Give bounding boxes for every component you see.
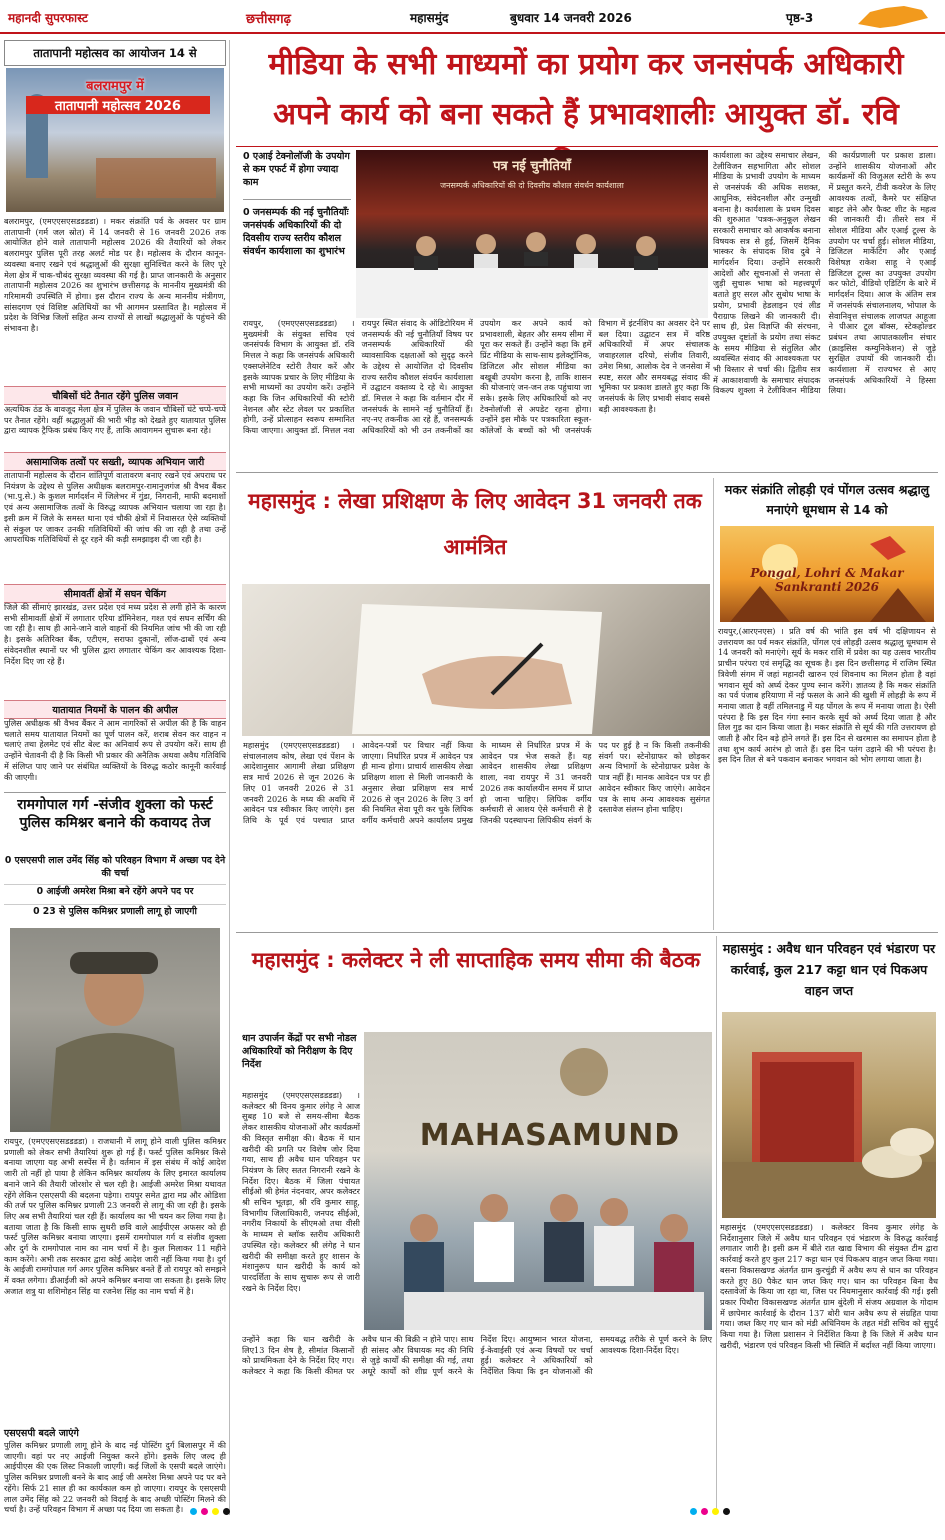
asamajik-body: तातापानी महोत्सव के दौरान शांतिपूर्ण वातावरण बनाए रखने एवं अपराध पर नियंत्रण के उद्देश्य से पुलिस अधीक्षक बलरामपुर-रामानुजगंज श्री वैभव बैंकर (भा.पु.से.) के कुशल मार्गदर्शन में जिलेभर में गुंडा, निगरानी, माफी बदमाशों एवं अन्य असामाजिक तत्वों के विरुद्ध व्यापक अभियान चलाया जा रहा है। इसी क्रम में जिले के समस्त थाना एवं चौकी क्षेत्रों में निवासरत ऐसे व्यक्तियों से संकुल पर जाकर उनकी गतिविधियों की जांच की जा रही है तथा उन्हें आपराधिक गतिविधियों से दूर रहने की कड़ी समझाइश दी जा रही है। xyxy=(4,470,226,545)
main-pointer-2: 0 जनसम्पर्क की नई चुनौतियाँः जनसंपर्क अधिकारियों की दो दिवसीय राज्य स्तरीय कौशल संवर्धन कार्यशाला का शुभारंभ xyxy=(243,199,351,258)
workshop-banner-sub: जनसम्पर्क अधिकारियों की दो दिवसीय कौशल संवर्धन कार्यशाला xyxy=(440,181,624,190)
main-pointers xyxy=(243,150,351,310)
workshop-main-body: रायपुर, (एमएएसएसडडडडा) । मुख्यमंत्री के संयुक्त सचिव एवं जनसंपर्क विभाग के आयुक्त डॉ. रवि मित्तल ने कहा कि जनसंपर्क अधिकारी एक्सप्लेनेटिव स्टोरी तैयार करें और इसके व्यापक प्रचार के लिए मीडिया के सभी माध्यमों का उपयोग करें। उन्होंने कहा कि जिन अधिकारियों की स्टोरी नेशनल और स्टेट लेवल पर प्रकाशित होगी, उन्हें प्रोत्साहन स्वरूप सम्मानित किया जाएगा। आयुक्त डॉ. मित्तल नवा रायपुर स्थित संवाद के ऑडिटोरियम में जनसम्पर्क की नई चुनौतियाँ विषय पर जनसम्पर्क अधिकारियों की व्यावसायिक दक्षताओं को सुदृढ़ करने के उद्देश्य से आयोजित दो दिवसीय राज्य स्तरीय कौशल संवर्धन कार्यशाला में उद्घाटन वक्तव्य दे रहे थे। आयुक्त डॉ. मित्तल ने कहा कि वर्तमान दौर में जनसंपर्क के सामने नई चुनौतियाँ हैं। नए-नए तकनीक आ रहे हैं, जनसम्पर्क अधिकारियों को भी उन तकनीकों का उपयोग कर अपने कार्य को प्रभावशाली, बेहतर और समय सीमा में पूरा कर सकते हैं। उन्होंने कहा कि हमें प्रिंट मीडिया के साथ-साथ इलेक्ट्रॉनिक, डिजिटल और सोशल मीडिया का बखूबी उपयोग करना है, ताकि शासन की योजनाएं जन-जन तक पहुंचाया जा सके। इसके लिए अधिकारियों को नए टेक्नोलॉजी से अपडेट रहना होगा। उन्होंने इस मौके पर पत्रकारिता स्कूल-कॉलेजों के बच्चों को भी जनसंपर्क विभाग में इंटर्नशिप का अवसर देने पर बल दिया। उद्घाटन सत्र में वरिष्ठ अधिकारियों में अपर संचालक जवाहरलाल दरियो, संजीव तिवारी, उमेश मिश्रा, आलोक देव ने जनसेवा में स्पष्ट, सरल और समयबद्ध संवाद की भूमिका पर प्रकाश डालते हुए कहा कि जनसंपर्क के लिए प्रभावी संवाद सबसे बड़ी आवश्यकता है। xyxy=(243,318,710,436)
page-number: पृष्ठ-3 xyxy=(786,11,814,25)
workshop-banner: पत्र नई चुनौतियाँ xyxy=(493,159,571,174)
ssp-body: पुलिस कमिश्नर प्रणाली लागू होने के बाद नई पोस्टिंग दुर्ग बिलासपुर में की जाएगी। वहां पर नए आईजी नियुक्त करने होंगे। इसके लिए जल्द ही आईपीएस की एक लिस्ट निकाली जाएगी। कई जिलों के एसपी बदले जाएंगे। पुलिस कमिश्नर प्रणाली बनने के बाद आई जी अमरेश मिश्रा अपने पद पर बने रहेंगे। सिर्फ 21 साल ही का कार्यकाल कम हो जाएगा। रायपुर के एसएसपी लाल उमेंद सिंह को 22 जनवरी को विदाई के बाद अच्छी पोस्टिंग मिलने की चर्चा है। उन्हें परिवहन विभाग में अच्छा पद दिया जा सकता है। xyxy=(4,1440,226,1515)
collector-body-1: महासमुंद (एमएएसएसडडडडा) । कलेक्टर श्री विनय कुमार लंगेह ने आज सुबह 10 बजे से समय-सीमा बैठक लेकर शासकीय योजनाओं और कार्यक्रमों की विस्तृत समीक्षा की। बैठक में धान खरीदी की प्रगति पर विशेष जोर दिया गया, साथ ही अवैध धान परिवहन पर नियंत्रण के लिए सतत निगरानी रखने के निर्देश दिए। बैठक में जिला पंचायत सीईओ श्री हेमंत नंदनवार, अपर कलेक्टर श्री सचिन भूतड़ा, श्री रवि कुमार साहू, विभागीय जिलाधिकारी, जनपद सीईओ, नगरीय निकायों के सीएमओ तथा वीसी के माध्यम से ब्लॉक स्तरीय अधिकारी उपस्थित रहे। कलेक्टर श्री लंगेह ने धान खरीदी की समीक्षा करते हुए शासन के मंशानुरूप धान खरीदी के कार्य को पारदर्शिता के साथ सुचारू रूप से जारी रखने के निर्देश दिए। xyxy=(242,1090,360,1293)
asamajik-title: असामाजिक तत्वों पर सख्ती, व्यापक अभियान जारी xyxy=(4,452,226,471)
tatapani-photo xyxy=(6,68,224,212)
ssp-title: एसएसपी बदले जाएंगे xyxy=(4,1424,226,1441)
print-marks-right xyxy=(690,1508,750,1516)
tatapani-body: बलरामपुर, (एमएएसएसडडडडा) । मकर संक्रांति पर्व के अवसर पर ग्राम तातापानी (गर्म जल स्रोत) में 14 जनवरी से 16 जनवरी 2026 तक आयोजित होने वाले तातापानी महोत्सव 2026 की तैयारियों को लेकर बलरामपुर पुलिस पूरी तरह अलर्ट मोड पर है। महोत्सव के दौरान कानून-व्यवस्था बनाए रखने एवं श्रद्धालुओं की सुरक्षा सुनिश्चित करने के लिए पूरे मेला क्षेत्र में चाक-चौबंद सुरक्षा व्यवस्था की गई है। प्राप्त जानकारी के अनुसार तातापानी महोत्सव 2026 का शुभारंभ छत्तीसगढ़ के माननीय मुख्यमंत्री की गरिमामयी उपस्थिति में होगा। इस दौरान राज्य के अन्य माननीय मंत्रीगण, सांसदगण एवं विशिष्ट अतिथियों का भी आगमन प्रस्तावित है। महोत्सव में प्रदेश के विभिन्न जिलों सहित अन्य राज्यों से लाखों श्रद्धालुओं के पहुंचने की संभावना है। xyxy=(4,216,226,334)
workshop-photo xyxy=(356,150,708,318)
festival-photo xyxy=(720,526,934,622)
tatapani-title: तातापानी महोत्सव का आयोजन 14 से xyxy=(4,40,226,66)
collector-body-2: उन्होंने कहा कि धान खरीदी के लिए13 दिन शेष है, सीमांत किसानों को प्राथमिकता देने के निर्देश दिए गए। कलेक्टर ने कहा कि किसी कीमत पर अवैध धान की बिक्री न होने पाए। साथ ही सांसद और विधायक मद की निधि से जुड़े कार्यों की समीक्षा की गई, तथा अधूरे कार्यों को शीघ्र पूर्ण करने के निर्देश दिए। आयुष्मान भारत योजना, ई-केवाईसी एवं अन्य विषयों पर चर्चा हुई। कलेक्टर ने अधिकारियों को निर्देशित किया कि इन योजनाओं की समयबद्ध तरीके से पूर्ण करने के लिए आवश्यक दिशा-निर्देश दिए। xyxy=(242,1334,712,1377)
makar-headline: मकर संक्रांति लोहड़ी एवं पोंगल उत्सव श्रद्धालु मनाएंगे धूमधाम से 14 को xyxy=(724,482,930,517)
state-name: छत्तीसगढ़ xyxy=(246,12,291,27)
collector-headline: महासमुंद : कलेक्टर ने ली साप्ताहिक समय सीमा की बैठक xyxy=(251,948,701,972)
state-map-icon xyxy=(852,2,932,32)
festival-img-text: Pongal, Lohri & Makar Sankranti 2026 xyxy=(750,566,904,594)
main-headline: मीडिया के सभी माध्यमों का प्रयोग कर जनसंपर्क अधिकारी अपने कार्य को बना सकते हैं प्रभावशालीः आयुक्त डॉ. रवि xyxy=(268,47,904,132)
dhan-body: महासमुंद (एमएएसएसडडडडा) । कलेक्टर विनय कुमार लंगेह के निर्देशानुसार जिले में अवैध धान परिवहन एवं भंडारण के विरुद्ध कार्रवाई लगातार जारी है। इसी क्रम में बीते रात खाद्य विभाग की संयुक्त टीम द्वारा कार्रवाई करते हुए कुल 217 कट्टा धान एवं पिकअप वाहन जप्त किया गया। बसना विकासखण्ड अंतर्गत ग्राम कुरचुंडी में अवैध रूप से धान का परिवहन करते हुए 80 पैकेट धान जप्त किए गए। धान का परिवहन बिना वैध दस्तावेजों के किया जा रहा था, जिस पर नियमानुसार कार्रवाई की गई। इसी प्रकार पिथौरा विकासखण्ड अंतर्गत ग्राम बुंदेली में संजय अग्रवाल के गोदाम में छापेमार कार्रवाई के दौरान 137 बोरी धान अवैध रूप से संग्रहित पाया गया। जब्त किए गए धान को मंडी अधिनियम के तहत मंडी सचिव को सुपुर्द किया गया है। जिला प्रशासन ने निर्देशित किया है कि जिले में अवैध धान खरीदी, भंडारण एवं परिवहन किसी भी स्थिति में बर्दाश्त नहीं किया जाएगा। xyxy=(720,1222,938,1350)
collector-pointer: धान उपार्जन केंद्रों पर सभी नोडल अधिकारियों को निरीक्षण के दिए निर्देश xyxy=(242,1033,357,1070)
left-column xyxy=(4,40,226,1515)
seema-title: सीमावर्ती क्षेत्रों में सघन चेकिंग xyxy=(4,584,226,603)
mahasamund-sign: MAHASAMUND xyxy=(419,1118,681,1153)
masthead xyxy=(0,0,945,34)
collector-photo xyxy=(364,1032,712,1330)
tatapani-img-line1: बलरामपुर में xyxy=(86,79,144,94)
yatayat-title: यातायात नियमों के पालन की अपील xyxy=(4,700,226,719)
paddy-truck-photo xyxy=(722,1012,936,1218)
commissioner-bullet-2: 0 आईजी अमरेश मिश्रा बने रहेंगे अपने पद पर xyxy=(4,884,226,898)
yatayat-body: पुलिस अधीक्षक श्री वैभव बैंकर ने आम नागरिकों से अपील की है कि वाहन चलाते समय यातायात नियमों का पूर्ण पालन करें, शराब सेवन कर वाहन न चलाएं तथा हेलमेट एवं सीट बेल्ट का अनिवार्य रूप से उपयोग करें। साथ ही उन्होंने चेतावनी दी है कि किसी भी प्रकार की अनैतिक अथवा अवैध गतिविधि में संलिप्त पाए जाने पर संबंधित व्यक्तियों के विरुद्ध कठोर कानूनी कार्रवाई की जाएगी। xyxy=(4,718,226,782)
city-name: महासमुंद xyxy=(410,11,449,25)
officer-photo xyxy=(10,928,220,1132)
lekha-body: महासमुंद (एमएएसएसडडडडा) । संचालनालय कोष, लेखा एवं पेंशन के आदेशानुसार आगामी लेखा प्रशिक्षण सत्र मार्च 2026 से जून 2026 के लिए 01 जनवरी 2026 से 31 जनवरी 2026 के मध्य की अवधि में आवेदन पत्र स्वीकार किए जाएंगे। इस तिथि के पूर्व एवं पश्चात प्राप्त आवेदन-पत्रों पर विचार नहीं किया जाएगा। निर्धारित प्रपत्र में आवेदन पत्र ही मान्य होगा। प्राचार्य शासकीय लेखा प्रशिक्षण शाला से मिली जानकारी के अनुसार लेखा प्रशिक्षण सत्र मार्च 2026 से जून 2026 के लिए 3 वर्ग की नियमित सेवा पूरी कर चुके लिपिक वर्गीय कर्मचारी अपने कार्यालय प्रमुख के माध्यम से निर्धारित प्रपत्र में के आवेदन पत्र भेज सकते हैं। यह आवेदन शासकीय लेखा प्रशिक्षण शाला, नवा रायपुर में 31 जनवरी 2026 तक कार्यालयीन समय में प्राप्त हो जाना चाहिए। लिपिक वर्गीय कर्मचारी से आशय ऐसे कर्मचारी से है जिनकी पदस्थापना लिपिकीय संवर्ग के पद पर हुई है न कि किसी तकनीकी संवर्ग पर। स्टेनोग्राफर को छोड़कर अन्य विभागों के स्टेनोग्राफर प्रवेश के पात्र नहीं हैं। मानक आवेदन पत्र पर ही आवेदन स्वीकार किए जाएंगे। आवेदन पत्र के साथ अन्य आवश्यक सुसंगत दस्तावेज संलग्न होना चाहिए। xyxy=(243,740,710,825)
police-jawan-title: चौबिसों घंटे तैनात रहेंगे पुलिस जवान xyxy=(4,386,226,405)
police-jawan-body: अत्यधिक ठंड के बावजूद मेला क्षेत्र में पुलिस के जवान चौबिसों घंटे चप्पे-चप्पे पर तैनात रहेंगे। वहीं श्रद्धालुओं की भारी भीड़ को देखते हुए यातायात पुलिस द्वारा व्यापक ट्रैफिक प्रबंध किए गए हैं, ताकि आवागमन सुचारू बना रहे। xyxy=(4,404,226,436)
writing-photo xyxy=(242,584,710,736)
main-pointer-1: 0 एआई टेक्नोलॉजी के उपयोग से कम एफर्ट में होगा ज्यादा काम xyxy=(243,151,350,188)
commissioner-bullet-1: 0 एसएसपी लाल उमेंद सिंह को परिवहन विभाग में अच्छा पद देने की चर्चा xyxy=(4,855,226,879)
lekha-headline: महासमुंद : लेखा प्रशिक्षण के लिए आवेदन 31 जनवरी तक आमंत्रित xyxy=(248,489,702,559)
paper-name: महानदी सुपरफास्ट xyxy=(8,11,88,25)
commissioner-bullet-3: 0 23 से पुलिस कमिश्नर प्रणाली लागू हो जाएगी xyxy=(4,904,226,918)
commissioner-body: रायपुर, (एमएएसएसडडडडा) । राजधानी में लागू होने वाली पुलिस कमिश्नर प्रणाली को लेकर सभी तैयारियां शुरू हो गई हैं। फर्स्ट पुलिस कमिश्नर किसे बनाया जाएगा यह अभी सस्पेंस में है। वर्तमान में इस संबंध में कोई आदेश जारी तो नहीं हो पाया है लेकिन कमिश्नर कार्यालय के लिए इमारत कार्यालय बनाने जाने की तैयारी जोरशोर से चल रही है। आईजी अमरेश मिश्रा यथावत रहेंगे लेकिन एसएसपी की बदलना पड़ेगा। रायपुर समेत द्वारा मप्र और ओडिशा की तर्ज पर पुलिस कमिश्नर प्रणाली 23 जनवरी से लागू की जा रही है। इसके लिए अब सभी तैयारियां चल रही हैं। कार्यालय का भी चयन कर लिया गया है। बताया जाता है कि किसी साफ सुथरी छवि वाले आईपीएस अफसर को ही फर्स्ट पुलिस कमिश्नर बनाया जाएगा। इसमें रामगोपाल गर्ग व संजीव शुक्ला और दुर्ग के रामगोपाल नाम का नाम चर्चा में है। कुल मिलाकर 11 महीने काम करेंगे। अभी तक सरकार द्वारा कोई आदेश जारी नहीं किया गया है। दुर्ग के आईजी रामगोपाल गर्ग अगर पुलिस कमिश्नर बनते हैं तो रायपुर को समझने में वक्त लगेगा। डीआईजी को अपने कमिश्नर बनाया जा सकता है। इसके लिए अजात शत्रु या शशिमोहन सिंह या रजनेश सिंह का नाम चर्चा में है। xyxy=(4,1136,226,1296)
workshop-sessions-body: कार्यशाला का उद्देश्य समाचार लेखन, टेलीविजन सहभागिता और सोशल मीडिया के प्रभावी उपयोग के माध्यम से जनसंपर्क की अधिक सशक्त, आधुनिक, संवेदनशील और उन्मुखी बनाना है। कार्यशाला के प्रथम दिवस की शुरुआत 'पत्रक-अनुकूल लेखन सरकारी समाचार को आकर्षक बनाना विषयक सत्र से हुई, जिसमें दैनिक भास्कर के संपादक शिव दुबे ने मार्गदर्शन दिया। उन्होंने सरकारी आदेशों और सूचनाओं से जनता से जुड़ी सुचारू भाषा को महत्त्वपूर्ण बताते हुए सरल और सुबोध भाषा के प्रयोग, प्रभावी हेडलाइन एवं लीड पैराग्राफ लिखने की जानकारी दी। साथ ही, प्रेस विज्ञप्ति की संरचना, उपयुक्त दृष्टांतों के प्रयोग तथा संकट के समय मीडिया से संतुलित और व्यवस्थित संवाद की आवश्यकता पर भी विस्तार से चर्चा की। द्वितीय सत्र में आकाशवाणी के समाचार संपादक विकल्प शुक्ला ने टेलीविजन मीडिया की कार्यप्रणाली पर प्रकाश डाला। उन्होंने शासकीय योजनाओं और कार्यक्रमों की विजुअल स्टोरी के रूप में प्रस्तुत करने, टीवी कवरेज के लिए आवश्यक तत्वों, कैमरे पर संक्षिप्त बाइट लेने और फैक्ट शीट के महत्व की जानकारी दी। तीसरे सत्र में सोशल मीडिया और एआई टूल्स के उपयोग पर चर्चा हुई। सोशल मीडिया, डिजिटल मार्केटिंग और एआई विशेषज्ञ राकेश साहू ने एआई डिजिटल टूल्स का उपयुक्त उपयोग कर फोटो, वीडियो एडिटिंग के बारे में मार्गदर्शन दिया। आज के अंतिम सत्र में जनसंपर्क संचालनालय, भोपाल के सेवानिवृत्त संचालक लाजपत आहूजा ने पीआर टूल बॉक्स, स्टेकहोल्डर प्रबंधन तथा आपातकालीन संचार (क्राइसिस कम्युनिकेशन) से जुड़े सुरक्षित उपायों की जानकारी दी। कार्यशाला में राज्यभर से आए जनसंपर्क अधिकारियों ने हिस्सा लिया। xyxy=(713,150,936,396)
makar-body: रायपुर,(आरएनएस) । प्रति वर्ष की भांति इस वर्ष भी दक्षिणायन से उत्तरायण का पर्व मकर संक्रांति, पोंगल एवं लोहड़ी उत्सव श्रद्धालु धूमधाम से 14 जनवरी को मनाएंगे। सूर्य के मकर राशि में प्रवेश का यह उत्सव भारतीय प्राचीन परंपरा एवं समृद्धि का सूचक है। इस दिन छत्तीसगढ़ में राजिम स्थित त्रिवेणी संगम में जहां महानदी खारुन एवं शिवनाथ का मिलन होता है वहां भगवान सूर्य को अर्घ्य देकर पुण्य स्नान करेंगे। ज्ञातव्य है कि मकर संक्रांति का पर्व पंजाब हरियाणा में नई फसल के आने की खुशी में लोहड़ी के रूप में मनाया जाता है वहीं तमिलनाडु में यह पोंगल के रूप में मनाया जाता है। ऐसी परंपरा है कि इस दिन गंगा स्नान करके सूर्य को अर्घ्य दिया जाता है और तिल गुड़ का दान किया जाता है। मकर संक्रांति से सूर्य की गति उत्तरायण हो जाती है और दिन बड़े होने लगते हैं। इस दिन से खरमास का समापन होता है तथा शुभ कार्य आरंभ हो जाते हैं। इस दिन पतंग उड़ाने की भी परंपरा है। इस दिन तिल से बने पकवान बनाकर भगवान को भोग लगाया जाता है। xyxy=(718,626,936,765)
commissioner-headline: रामगोपाल गर्ग -संजीव शुक्ला को फर्स्ट पुलिस कमिश्नर बनाने की कवायद तेज xyxy=(17,797,213,831)
print-marks-left xyxy=(190,1508,250,1516)
dhan-headline: महासमुंद : अवैध धान परिवहन एवं भंडारण पर कार्रवाई, कुल 217 कट्टा धान एवं पिकअप वाहन जप्त xyxy=(722,941,936,998)
seema-body: जिले की सीमाएं झारखंड, उत्तर प्रदेश एवं मध्य प्रदेश से लगी होने के कारण सभी सीमावर्ती क्षेत्रों में लगातार एरिया डॉमिनेशन, गश्त एवं सघन सर्चिंग की जा रही है। साथ ही आने-जाने वाले वाहनों की नियमित जांच भी की जा रही है। इसके अतिरिक्त बैंक, एटीएम, सराफा दुकानों, लॉज-ढाबों एवं अन्य संवेदनशील स्थानों पर भी पुलिस द्वारा लगातार चेकिंग कर आवश्यक दिशा-निर्देश दिए जा रहे हैं। xyxy=(4,602,226,666)
tatapani-img-line2: तातापानी महोत्सव 2026 xyxy=(26,96,210,114)
issue-date: बुधवार 14 जनवरी 2026 xyxy=(510,11,632,25)
